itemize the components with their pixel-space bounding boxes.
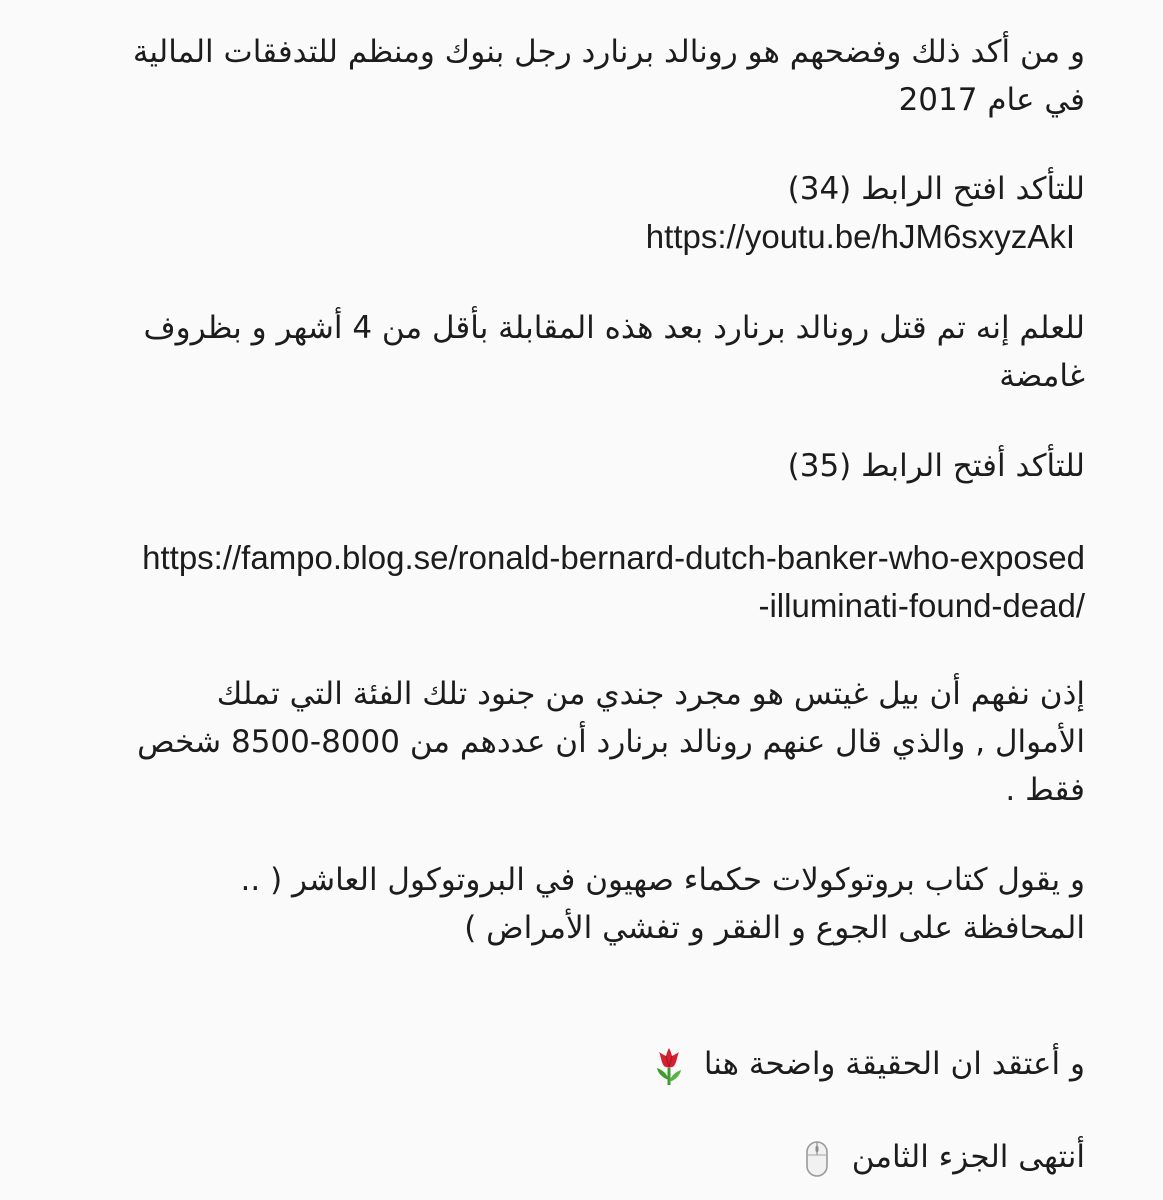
- text-line: أنتهى الجزء الثامن: [851, 1139, 1085, 1175]
- url-line: [75, 213, 1085, 262]
- paragraph-link-35: [75, 442, 1085, 490]
- url-line-2[interactable]: -illuminati-found-dead/: [758, 587, 1085, 624]
- paragraph-killed-note: [75, 304, 1085, 400]
- text-line: المحافظة على الجوع و الفقر و تفشي الأمراض ): [464, 910, 1085, 946]
- text-line: إذن نفهم أن بيل غيتس هو مجرد جندي من جنود تلك الفئة التي تملك: [216, 676, 1085, 712]
- computer-mouse-icon: [800, 1139, 834, 1179]
- text-line: للعلم إنه تم قتل رونالد برنارد بعد هذه المقابلة بأقل من 4 أشهر و بظروف: [143, 310, 1085, 346]
- paragraph-protocols: [75, 856, 1085, 952]
- text-line: للتأكد أفتح الرابط (35): [787, 448, 1085, 484]
- text-line-with-icon: [75, 1040, 1085, 1088]
- text-line: الأموال , والذي قال عنهم رونالد برنارد أن عددهم من 8000-8500 شخص: [137, 724, 1085, 760]
- text-line: و أعتقد ان الحقيقة واضحة هنا: [703, 1046, 1085, 1082]
- paragraph-truth-clear: [75, 1040, 1085, 1088]
- paragraph-end-part-eight: [75, 1133, 1085, 1181]
- paragraph-link-34: [75, 165, 1085, 262]
- tulip-icon: [652, 1046, 686, 1086]
- paragraph-bill-gates: [75, 670, 1085, 814]
- paragraph-ronald-bernard-exposed: [75, 28, 1085, 124]
- text-line: للتأكد افتح الرابط (34): [787, 171, 1085, 207]
- text-line: في عام 2017: [898, 82, 1085, 118]
- youtube-link[interactable]: https://youtu.be/hJM6sxyzAkI: [645, 218, 1075, 255]
- text-line: و يقول كتاب بروتوكولات حكماء صهيون في البروتوكول العاشر ( ..: [240, 862, 1085, 898]
- url-line-1[interactable]: https://fampo.blog.se/ronald-bernard-dutch-banker-who-exposed: [142, 539, 1085, 576]
- blog-link[interactable]: [0, 534, 1085, 630]
- text-line-with-icon: [75, 1133, 1085, 1181]
- text-line: فقط .: [1005, 772, 1085, 808]
- text-line: و من أكد ذلك وفضحهم هو رونالد برنارد رجل بنوك ومنظم للتدفقات المالية: [132, 34, 1085, 70]
- text-line: غامضة: [999, 358, 1085, 394]
